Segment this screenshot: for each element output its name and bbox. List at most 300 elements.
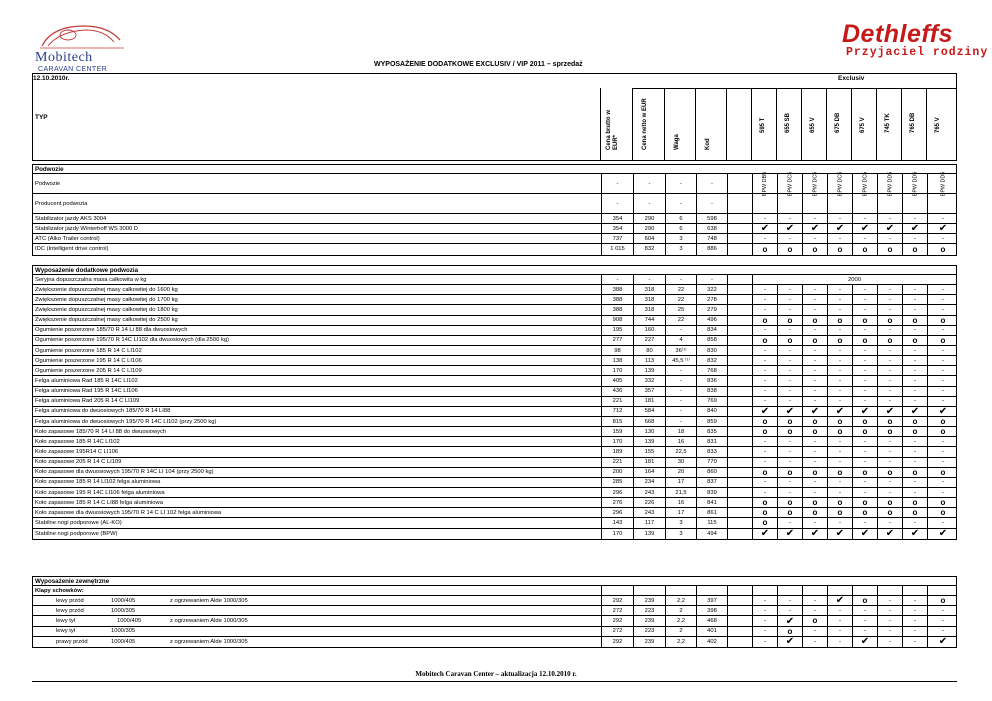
model-cell bbox=[827, 305, 852, 314]
availability-mark: - bbox=[789, 479, 791, 486]
model-cell bbox=[927, 397, 958, 406]
table-section bbox=[32, 576, 957, 648]
weight-cell: - bbox=[665, 376, 696, 385]
model-cell bbox=[852, 285, 877, 294]
option-mark: o bbox=[940, 596, 946, 606]
model-cell bbox=[877, 508, 902, 517]
model-cell bbox=[877, 518, 902, 527]
weight-cell: - bbox=[665, 275, 696, 284]
check-icon: ✔ bbox=[785, 528, 795, 540]
model-cell bbox=[777, 529, 802, 539]
model-cell bbox=[827, 627, 852, 636]
model-cell bbox=[752, 458, 777, 467]
code-header: Kod bbox=[705, 138, 711, 150]
availability-mark: - bbox=[789, 459, 791, 466]
model-cell bbox=[927, 285, 958, 294]
option-mark: o bbox=[940, 335, 946, 345]
model-cell bbox=[802, 397, 827, 406]
model-cell bbox=[802, 606, 827, 615]
weight-cell: - bbox=[665, 326, 696, 335]
row-label: Koło zapasowe 185 R 14 LI102 felga aluminiowa bbox=[35, 479, 161, 486]
model-cell bbox=[852, 356, 877, 365]
option-mark: o bbox=[812, 467, 818, 477]
row-label: IDC (Intelligent drive control) bbox=[35, 246, 109, 253]
price-gross-cell: 277 bbox=[601, 336, 633, 345]
model-cell bbox=[852, 234, 877, 243]
availability-mark: - bbox=[914, 215, 916, 222]
model-cell bbox=[777, 336, 802, 345]
model-cell bbox=[827, 586, 852, 595]
option-mark: o bbox=[837, 417, 843, 427]
model-cell bbox=[802, 366, 827, 375]
model-cell bbox=[852, 637, 877, 647]
price-net-cell: 744 bbox=[633, 316, 665, 325]
availability-mark: - bbox=[889, 286, 891, 293]
spacer-cell bbox=[727, 596, 752, 605]
mobitech-subtitle: CARAVAN CENTER bbox=[38, 66, 108, 73]
model-cell bbox=[902, 458, 927, 467]
price-net-cell: 139 bbox=[633, 366, 665, 375]
code-cell: 841 bbox=[696, 498, 727, 507]
availability-mark: - bbox=[942, 479, 944, 486]
section-title: Podwozie bbox=[33, 165, 956, 174]
availability-mark: - bbox=[839, 438, 841, 445]
model-cell bbox=[827, 498, 852, 507]
check-icon: ✔ bbox=[785, 223, 795, 235]
model-cell bbox=[802, 326, 827, 335]
price-gross-cell: 296 bbox=[601, 508, 633, 517]
model-cell bbox=[902, 606, 927, 615]
availability-mark: - bbox=[764, 459, 766, 466]
option-mark: o bbox=[762, 417, 768, 427]
model-cell bbox=[827, 478, 852, 487]
check-icon: ✔ bbox=[860, 223, 870, 235]
table-row bbox=[33, 376, 956, 386]
price-net-header: Cena netto w EUR bbox=[642, 98, 648, 150]
model-cell bbox=[777, 478, 802, 487]
availability-mark: - bbox=[864, 327, 866, 334]
model-cell bbox=[777, 194, 802, 213]
check-icon: ✔ bbox=[860, 528, 870, 540]
availability-mark: - bbox=[864, 459, 866, 466]
spacer-cell bbox=[727, 387, 752, 396]
model-cell bbox=[752, 397, 777, 406]
code-cell: 397 bbox=[696, 596, 727, 605]
availability-mark: - bbox=[914, 628, 916, 635]
model-cell bbox=[927, 458, 958, 467]
price-net-cell: 604 bbox=[633, 234, 665, 243]
model-cell bbox=[777, 376, 802, 385]
availability-mark: - bbox=[764, 607, 766, 614]
model-header: 595 T bbox=[760, 117, 766, 133]
code-cell: 494 bbox=[696, 529, 727, 539]
model-cell bbox=[877, 356, 902, 365]
model-cell bbox=[802, 478, 827, 487]
availability-mark: - bbox=[764, 296, 766, 303]
model-cell bbox=[927, 244, 958, 254]
availability-mark: - bbox=[914, 327, 916, 334]
availability-mark: - bbox=[889, 459, 891, 466]
table-row bbox=[33, 586, 956, 596]
code-cell: 598 bbox=[696, 214, 727, 223]
price-gross-cell bbox=[601, 586, 633, 595]
option-mark: o bbox=[862, 508, 868, 518]
model-cell bbox=[852, 214, 877, 223]
model-cell bbox=[852, 224, 877, 233]
model-cell bbox=[827, 214, 852, 223]
availability-mark: - bbox=[864, 617, 866, 624]
model-cell bbox=[827, 356, 852, 365]
availability-mark: - bbox=[764, 597, 766, 604]
price-net-cell: 234 bbox=[633, 478, 665, 487]
availability-mark: - bbox=[864, 367, 866, 374]
availability-mark: - bbox=[942, 448, 944, 455]
availability-mark: - bbox=[789, 597, 791, 604]
model-cell bbox=[827, 234, 852, 243]
availability-mark: - bbox=[942, 438, 944, 445]
table-row bbox=[33, 326, 956, 336]
option-mark: o bbox=[862, 498, 868, 508]
option-mark: o bbox=[812, 498, 818, 508]
check-icon: ✔ bbox=[885, 405, 895, 417]
availability-mark: - bbox=[864, 628, 866, 635]
model-cell bbox=[852, 407, 877, 416]
model-cell bbox=[827, 508, 852, 517]
model-cell bbox=[852, 171, 877, 196]
model-cell bbox=[852, 417, 877, 426]
option-mark: o bbox=[912, 467, 918, 477]
availability-mark: - bbox=[864, 519, 866, 526]
check-icon: ✔ bbox=[810, 405, 820, 417]
availability-mark: - bbox=[839, 519, 841, 526]
mobitech-name: Mobitech bbox=[35, 50, 93, 65]
model-cell bbox=[752, 387, 777, 396]
availability-mark: - bbox=[889, 235, 891, 242]
model-cell bbox=[902, 376, 927, 385]
availability-mark: - bbox=[814, 628, 816, 635]
spacer-cell bbox=[727, 616, 752, 625]
price-gross-cell: 712 bbox=[601, 407, 633, 416]
check-icon: ✔ bbox=[938, 636, 948, 648]
model-cell bbox=[927, 508, 958, 517]
spacer-cell bbox=[727, 427, 752, 436]
model-cell bbox=[902, 366, 927, 375]
availability-mark: - bbox=[889, 296, 891, 303]
model-cell bbox=[777, 508, 802, 517]
spacer-cell bbox=[727, 356, 752, 365]
availability-mark: - bbox=[889, 215, 891, 222]
model-cell bbox=[752, 468, 777, 477]
availability-mark: - bbox=[764, 489, 766, 496]
sub-size: 1000/305 bbox=[111, 628, 136, 635]
option-mark: o bbox=[787, 315, 793, 325]
availability-mark: - bbox=[764, 448, 766, 455]
model-cell bbox=[852, 336, 877, 345]
model-cell bbox=[877, 234, 902, 243]
model-cell bbox=[802, 234, 827, 243]
price-net-cell: 357 bbox=[633, 387, 665, 396]
sub-position: lewy przód bbox=[56, 597, 84, 604]
model-cell bbox=[777, 234, 802, 243]
model-cell bbox=[927, 616, 958, 625]
availability-mark: - bbox=[789, 398, 791, 405]
model-cell bbox=[852, 346, 877, 355]
availability-mark: - bbox=[789, 296, 791, 303]
price-net-cell: 181 bbox=[633, 458, 665, 467]
option-mark: o bbox=[812, 315, 818, 325]
weight-cell: 22 bbox=[665, 285, 696, 294]
model-cell bbox=[852, 478, 877, 487]
model-cell bbox=[777, 586, 802, 595]
model-header: 765 DB bbox=[910, 112, 916, 133]
price-net-cell: - bbox=[633, 275, 665, 284]
check-icon: ✔ bbox=[910, 223, 920, 235]
sub-position: lewy tył bbox=[56, 617, 76, 624]
option-mark: o bbox=[837, 498, 843, 508]
availability-mark: - bbox=[889, 638, 891, 645]
table-row bbox=[33, 234, 956, 244]
availability-mark: - bbox=[839, 235, 841, 242]
availability-mark: - bbox=[839, 459, 841, 466]
option-mark: o bbox=[862, 315, 868, 325]
model-cell bbox=[777, 468, 802, 477]
sub-size: 1000/405 bbox=[111, 638, 136, 645]
option-mark: o bbox=[862, 596, 868, 606]
code-cell: 839 bbox=[696, 488, 727, 497]
table-row bbox=[33, 458, 956, 468]
table-row bbox=[33, 295, 956, 305]
option-mark: o bbox=[887, 508, 893, 518]
check-icon: ✔ bbox=[885, 528, 895, 540]
row-label: Koło zapasowe 205 R 14 C LI109 bbox=[35, 459, 122, 466]
model-cell bbox=[927, 518, 958, 527]
check-icon: ✔ bbox=[835, 528, 845, 540]
code-cell: 836 bbox=[696, 376, 727, 385]
model-cell bbox=[902, 171, 927, 196]
option-mark: o bbox=[912, 244, 918, 254]
availability-mark: - bbox=[914, 638, 916, 645]
model-cell bbox=[877, 326, 902, 335]
model-cell bbox=[802, 194, 827, 213]
option-mark: o bbox=[762, 518, 768, 528]
model-cell bbox=[827, 616, 852, 625]
model-cell bbox=[902, 224, 927, 233]
model-cell bbox=[777, 285, 802, 294]
spacer-cell bbox=[727, 224, 752, 233]
availability-mark: - bbox=[839, 479, 841, 486]
model-cell bbox=[827, 488, 852, 497]
option-mark: o bbox=[887, 467, 893, 477]
model-cell bbox=[877, 478, 902, 487]
model-cell bbox=[877, 458, 902, 467]
model-cell bbox=[827, 637, 852, 647]
model-cell bbox=[877, 214, 902, 223]
availability-mark: - bbox=[942, 607, 944, 614]
model-cell bbox=[752, 224, 777, 233]
model-cell bbox=[752, 627, 777, 636]
availability-mark: - bbox=[764, 617, 766, 624]
code-cell: - bbox=[696, 194, 727, 213]
model-cell bbox=[752, 376, 777, 385]
code-cell: 838 bbox=[696, 387, 727, 396]
model-cell bbox=[877, 606, 902, 615]
code-cell: - bbox=[696, 174, 727, 193]
weight-cell: 3 bbox=[665, 518, 696, 527]
price-net-cell: 318 bbox=[633, 295, 665, 304]
availability-mark: - bbox=[914, 617, 916, 624]
table-row bbox=[33, 387, 956, 397]
price-net-cell: 117 bbox=[633, 518, 665, 527]
table-row bbox=[33, 427, 956, 437]
weight-cell: 36⁽¹⁾ bbox=[665, 346, 696, 355]
model-cell bbox=[777, 596, 802, 605]
row-label: Felga aluminiowa Rad 185 R 14C LI102 bbox=[35, 377, 138, 384]
option-mark: o bbox=[837, 508, 843, 518]
spacer-cell bbox=[727, 458, 752, 467]
row-label: Stabilne nogi podporowe (AL-KO) bbox=[35, 519, 122, 526]
weight-cell: 45,5 ⁽¹⁾ bbox=[665, 356, 696, 365]
check-icon: ✔ bbox=[810, 223, 820, 235]
standard-mass-value: 2000 bbox=[752, 275, 956, 284]
spacer-cell bbox=[727, 244, 752, 254]
model-cell bbox=[927, 224, 958, 233]
chassis-type: BPW DB5 bbox=[762, 171, 769, 196]
model-cell bbox=[827, 397, 852, 406]
table-row bbox=[33, 171, 956, 196]
model-cell bbox=[877, 305, 902, 314]
price-net-cell: 584 bbox=[633, 407, 665, 416]
model-cell bbox=[802, 488, 827, 497]
availability-mark: - bbox=[839, 327, 841, 334]
option-mark: o bbox=[940, 244, 946, 254]
row-label: Koło zapasowe 185 R 14C LI102 bbox=[35, 438, 120, 445]
sub-position: prawy przód bbox=[56, 638, 88, 645]
option-mark: o bbox=[787, 427, 793, 437]
price-net-cell: 80 bbox=[633, 346, 665, 355]
spacer-cell bbox=[727, 326, 752, 335]
section-title: Wyposażenie zewnętrzne bbox=[33, 577, 956, 586]
availability-mark: - bbox=[914, 306, 916, 313]
availability-mark: - bbox=[839, 638, 841, 645]
model-cell bbox=[877, 417, 902, 426]
model-cell bbox=[802, 417, 827, 426]
table-row bbox=[33, 437, 956, 447]
table-row bbox=[33, 224, 956, 234]
price-gross-cell: 272 bbox=[601, 627, 633, 636]
spacer-cell bbox=[727, 447, 752, 456]
model-cell bbox=[752, 336, 777, 345]
model-cell bbox=[752, 498, 777, 507]
model-cell bbox=[927, 346, 958, 355]
model-cell bbox=[927, 295, 958, 304]
row-label: Zwiększenie dopuszczalnej masy całkowitej do 1800 kg bbox=[35, 306, 178, 313]
model-cell bbox=[927, 498, 958, 507]
availability-mark: - bbox=[889, 388, 891, 395]
code-cell: 768 bbox=[696, 366, 727, 375]
model-cell bbox=[752, 214, 777, 223]
model-cell bbox=[852, 596, 877, 605]
availability-mark: - bbox=[889, 398, 891, 405]
model-cell bbox=[877, 387, 902, 396]
model-cell bbox=[802, 529, 827, 539]
model-cell bbox=[827, 427, 852, 436]
availability-mark: - bbox=[814, 438, 816, 445]
model-cell bbox=[902, 214, 927, 223]
row-label: Podwozie bbox=[35, 180, 61, 187]
model-cell bbox=[902, 488, 927, 497]
caravan-logo-icon bbox=[38, 22, 128, 50]
spacer-cell bbox=[727, 275, 752, 284]
option-mark: o bbox=[812, 244, 818, 254]
row-label: Seryjna dopuszczalna masa całkowita w kg bbox=[35, 276, 147, 283]
sub-size: 1000/405 bbox=[111, 597, 136, 604]
row-label: Koło zapasowe dla dwuosiowych 195/70 R 14C LI 104 (przy 2500 kg) bbox=[35, 469, 214, 476]
price-net-cell: 139 bbox=[633, 437, 665, 446]
check-icon: ✔ bbox=[760, 405, 770, 417]
code-cell: 830 bbox=[696, 346, 727, 355]
check-icon: ✔ bbox=[785, 405, 795, 417]
availability-mark: - bbox=[814, 489, 816, 496]
availability-mark: - bbox=[764, 306, 766, 313]
availability-mark: - bbox=[864, 347, 866, 354]
model-cell bbox=[902, 616, 927, 625]
model-cell bbox=[877, 194, 902, 213]
model-cell bbox=[802, 458, 827, 467]
price-net-cell: 155 bbox=[633, 447, 665, 456]
row-label: Ogumienie poszerzone 185 R 14 C LI102 bbox=[35, 347, 142, 354]
availability-mark: - bbox=[764, 398, 766, 405]
model-cell bbox=[877, 529, 902, 539]
model-cell bbox=[777, 447, 802, 456]
model-cell bbox=[802, 285, 827, 294]
model-cell bbox=[877, 316, 902, 325]
spacer-cell bbox=[727, 366, 752, 375]
model-cell bbox=[752, 407, 777, 416]
code-cell bbox=[696, 586, 727, 595]
availability-mark: - bbox=[814, 459, 816, 466]
weight-cell: 18 bbox=[665, 427, 696, 436]
model-cell bbox=[877, 596, 902, 605]
option-mark: o bbox=[862, 427, 868, 437]
weight-cell: 2,2 bbox=[665, 596, 696, 605]
chassis-type: BPW DD5 bbox=[912, 171, 918, 196]
sub-note: z ogrzewaniem Alde 1000/305 bbox=[170, 638, 248, 645]
price-gross-header: Cena brutto w EUR* bbox=[606, 110, 619, 150]
availability-mark: - bbox=[764, 215, 766, 222]
model-cell bbox=[902, 498, 927, 507]
spacer-cell bbox=[727, 174, 752, 193]
model-cell bbox=[777, 407, 802, 416]
model-cell bbox=[752, 606, 777, 615]
brand-slogan: Przyjaciel rodziny bbox=[846, 46, 989, 59]
price-net-cell: 139 bbox=[633, 529, 665, 539]
availability-mark: - bbox=[889, 489, 891, 496]
table-row bbox=[33, 508, 956, 518]
price-net-cell: 290 bbox=[633, 224, 665, 233]
table-row bbox=[33, 356, 956, 366]
availability-mark: - bbox=[789, 377, 791, 384]
weight-cell: - bbox=[665, 174, 696, 193]
availability-mark: - bbox=[914, 286, 916, 293]
model-cell bbox=[852, 194, 877, 213]
code-cell: - bbox=[696, 275, 727, 284]
code-cell: 861 bbox=[696, 508, 727, 517]
model-cell bbox=[927, 596, 958, 605]
model-cell bbox=[902, 596, 927, 605]
availability-mark: - bbox=[764, 367, 766, 374]
availability-mark: - bbox=[764, 438, 766, 445]
weight-cell: 21,5 bbox=[665, 488, 696, 497]
